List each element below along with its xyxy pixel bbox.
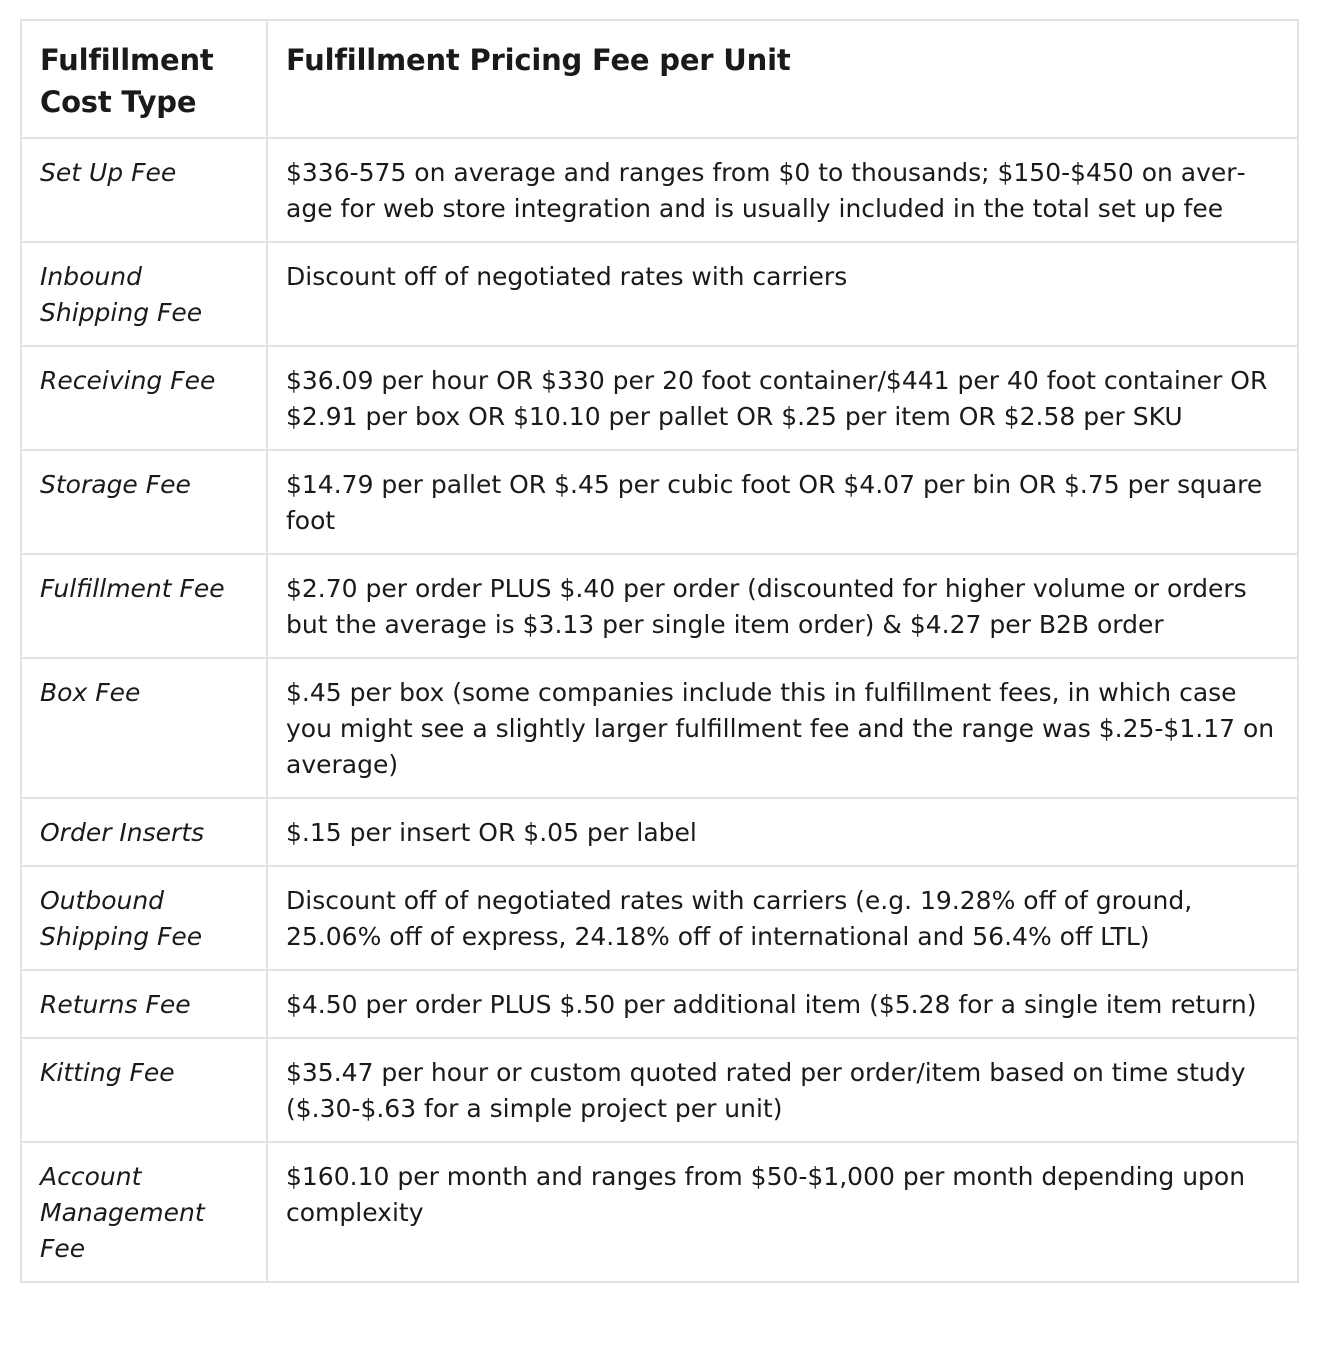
cost-type-cell: Order Inserts bbox=[21, 798, 267, 866]
cost-type-cell: Box Fee bbox=[21, 658, 267, 798]
fee-cell: $.15 per insert OR $.05 per label bbox=[267, 798, 1298, 866]
table-row bbox=[21, 798, 1298, 866]
table-row bbox=[21, 1142, 1298, 1282]
table-row bbox=[21, 138, 1298, 242]
fee-cell: $2.70 per order PLUS $.40 per order (discounted for higher volume or orders but the average is $3.13 per single item order) & $4.27 per B2B order bbox=[267, 554, 1298, 658]
table-row bbox=[21, 1038, 1298, 1142]
table-row bbox=[21, 866, 1298, 970]
fee-cell: $.45 per box (some companies include this in fulfillment fees, in which case you might see a slightly larger fulfillment fee and the range was $.25-$1.17 on average) bbox=[267, 658, 1298, 798]
cost-type-cell: Account Management Fee bbox=[21, 1142, 267, 1282]
table-row bbox=[21, 970, 1298, 1038]
cost-type-cell: Receiving Fee bbox=[21, 346, 267, 450]
cost-type-cell: Fulfillment Fee bbox=[21, 554, 267, 658]
fee-cell: $14.79 per pallet OR $.45 per cubic foot OR $4.07 per bin OR $.75 per square foot bbox=[267, 450, 1298, 554]
fee-cell: $4.50 per order PLUS $.50 per additional item ($5.28 for a single item return) bbox=[267, 970, 1298, 1038]
fee-cell: Discount off of negotiated rates with carriers bbox=[267, 242, 1298, 346]
fee-cell: Discount off of negotiated rates with carriers (e.g. 19.28% off of ground, 25.06% off of express, 24.18% off of international and 56.4% off LTL) bbox=[267, 866, 1298, 970]
header-cost-type: Fulfillment Cost Type bbox=[21, 20, 267, 138]
table-row bbox=[21, 346, 1298, 450]
table-row bbox=[21, 450, 1298, 554]
cost-type-cell: Returns Fee bbox=[21, 970, 267, 1038]
table-row bbox=[21, 554, 1298, 658]
fee-cell: $35.47 per hour or custom quoted rated per order/item based on time study ($.30-$.63 for a simple project per unit) bbox=[267, 1038, 1298, 1142]
cost-type-cell: Inbound Shipping Fee bbox=[21, 242, 267, 346]
fee-cell: $36.09 per hour OR $330 per 20 foot container/$441 per 40 foot container OR $2.91 per box OR $10.10 per pallet OR $.25 per item OR $2.58 per SKU bbox=[267, 346, 1298, 450]
table-header-row bbox=[21, 20, 1298, 138]
cost-type-cell: Storage Fee bbox=[21, 450, 267, 554]
table-row bbox=[21, 658, 1298, 798]
cost-type-cell: Kitting Fee bbox=[21, 1038, 267, 1142]
fee-cell: $160.10 per month and ranges from $50-$1,000 per month depending upon complexity bbox=[267, 1142, 1298, 1282]
pricing-table-container bbox=[20, 19, 1297, 1283]
fulfillment-pricing-table bbox=[20, 19, 1299, 1283]
cost-type-cell: Set Up Fee bbox=[21, 138, 267, 242]
cost-type-cell: Outbound Shipping Fee bbox=[21, 866, 267, 970]
fee-cell: $336-575 on average and ranges from $0 to thousands; $150-$450 on average for web store integration and is usually included in the total set up fee bbox=[267, 138, 1298, 242]
table-row bbox=[21, 242, 1298, 346]
header-pricing-fee: Fulfillment Pricing Fee per Unit bbox=[267, 20, 1298, 138]
